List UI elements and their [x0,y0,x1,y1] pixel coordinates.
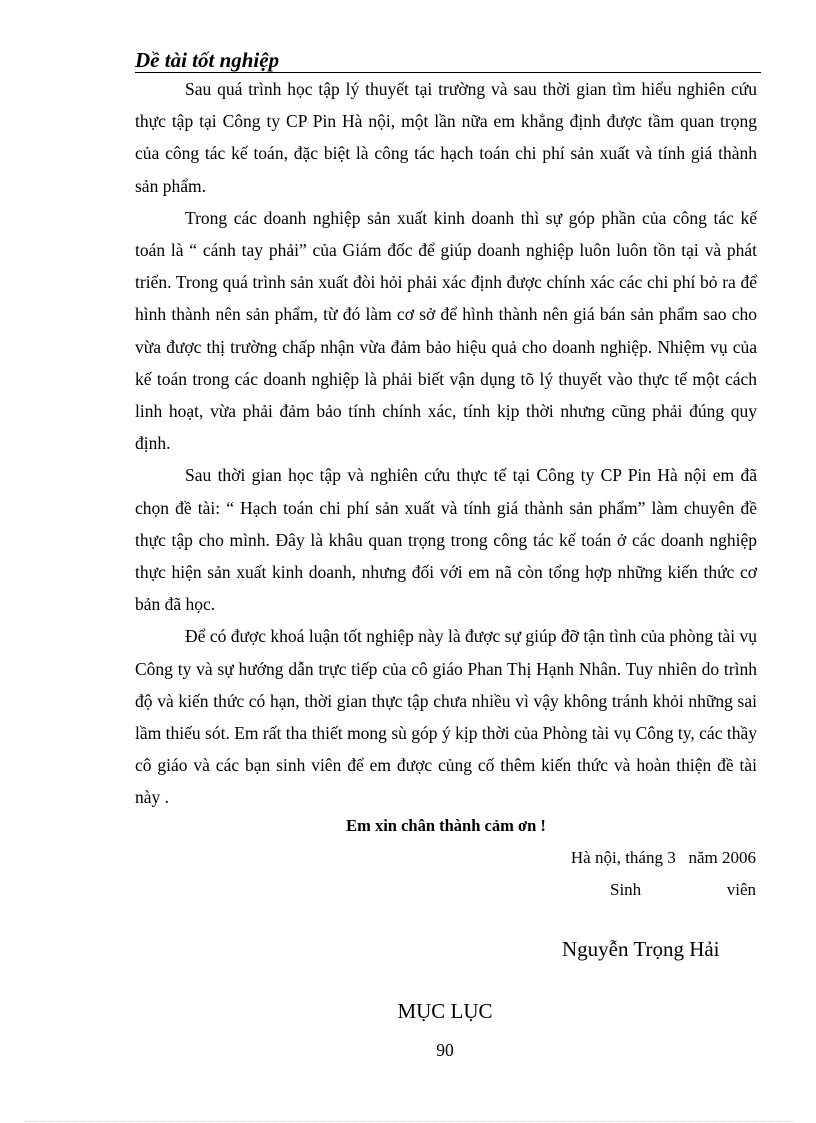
role-line [610,880,756,900]
paragraph-4: Để có được khoá luận tốt nghiệp này là được sự giúp đỡ tận tình của phòng tài vụ Công ty và sự hướng dẫn trực tiếp của cô giáo Phan Thị Hạnh Nhân. Tuy nhiên do trình độ và kiến thức có hạn, thời gian thực tập chưa nhiều vì vậy không tránh khỏi những sai lầm thiếu sót. Em rất tha thiết mong sù góp ý kịp thời của Phòng tài vụ Công ty, các thầy cô giáo và các bạn sinh viên để em được củng cố thêm kiến thức và hoàn thiện đề tài này . [135,626,757,808]
closing-thanks: Em xin chân thành cảm ơn ! [346,816,546,835]
date-line: Hà nội, tháng 3 năm 2006 [570,848,756,867]
paragraph-3: Sau thời gian học tập và nghiên cứu thực tế tại Công ty CP Pin Hà nội em đã chọn đề tài: “ Hạch toán chi phí sản xuất và tính giá thành sản phẩm” làm chuyên đề thực tập cho mình. Đây là khâu quan trọng trong công tác kế toán ở các doanh nghiệp thực hiện sản xuất kinh doanh, nhưng đối với em nã còn tổng hợp những kiến thức cơ bản đã học. [135,465,757,615]
page-number: 90 [436,1040,454,1060]
footer-rule [25,1121,793,1122]
paragraph-1: Sau quá trình học tập lý thuyết tại trường và sau thời gian tìm hiểu nghiên cứu thực tập tại Công ty CP Pin Hà nội, một lần nữa em khẳng định được tầm quan trọng của công tác kế toán, đặc biệt là công tác hạch toán chi phí sản xuất và tính giá thành sản phẩm. [135,79,757,196]
toc-title: MỤC LỤC [397,999,493,1023]
header-title: Dề tài tốt nghiệp [135,48,280,72]
body-text [135,73,757,814]
paragraph-2: Trong các doanh nghiệp sản xuất kinh doanh thì sự góp phần của công tác kế toán là “ cánh tay phải” của Giám đốc để giúp doanh nghiệp luôn luôn tồn tại và phát triển. Trong quá trình sản xuất đòi hỏi phải xác định được chính xác các chi phí bỏ ra để hình thành nên sản phẩm, từ đó làm cơ sở để hình thành nên giá bán sản phẩm sao cho vừa được thị trường chấp nhận vừa đảm bảo hiệu quả cho doanh nghiệp. Nhiệm vụ của kế toán trong các doanh nghiệp là phải biết vận dụng tõ lý thuyết vào thực tế một cách linh hoạt, vừa phải đảm bảo tính chính xác, tính kịp thời nhưng cũng phải đúng quy định. [135,207,757,454]
signature-name: Nguyễn Trọng Hải [562,937,720,961]
role-word-vien: viên [726,880,756,899]
role-word-sinh: Sinh [610,880,642,899]
